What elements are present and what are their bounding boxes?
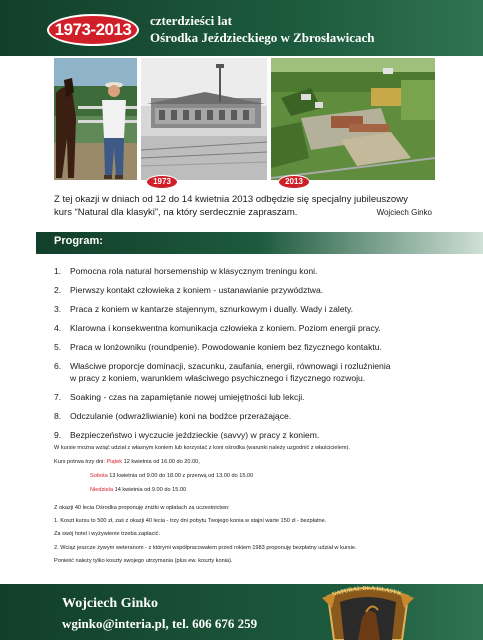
discount-2-note: Ponieść należy tylko koszty swojego utrzymania (plus ew. koszty konia). [54,558,233,564]
program-item-text: Praca z koniem w kantarze stajennym, sznurkowym i dually. Wady i zalety. [70,304,354,314]
program-item-number: 8. [54,411,62,421]
natural-dla-klasyki-logo [318,578,418,640]
logo-text: NATURAL DLA KLASYK [331,585,403,599]
program-item-text: Odczulanie (odwrażliwianie) koni na bodźce przerażające. [70,411,292,421]
year-badge-1973: 1973 [146,175,178,189]
program-item-number: 6. [54,361,62,371]
discount-2: 2. Wciąż jeszcze żywym weteranom - z którymi współpracowałem przed rokiem 1983 proponuję bezpłatny udział w kursie. [54,545,357,551]
year-badge-2013: 2013 [278,175,310,189]
program-item-text: Pomocna rola natural horsemenship w klasycznym treningu koni. [70,266,318,276]
program-item-text: Właściwe proporcje dominacji, szacunku, zaufania, energii, równowagi i rozluźnienia [70,361,391,371]
intro-signature: Wojciech Ginko [376,208,432,217]
day3-name: Niedziela [90,487,114,493]
program-item-text-continued: w pracy z koniem, warunkiem właściwego psychicznego i fizycznego rozwoju. [70,373,366,383]
duration-day2 [90,472,470,480]
photo-strip [54,58,435,180]
program-item-text: Pierwszy kontakt człowieka z koniem - ustanawianie przywództwa. [70,285,324,295]
program-item-number: 2. [54,285,62,295]
participation-note: W kursie można wziąć udział z własnym koniem lub korzystać z koni ośrodka (warunki należy uzgodnić z właścicielem). [54,445,350,451]
day1-name: Piątek [106,459,123,465]
program-item-number: 3. [54,304,62,314]
duration-day3 [90,486,470,494]
intro-line1: Z tej okazji w dniach od 12 do 14 kwietnia 2013 odbędzie się specjalny jubileuszowy [54,194,408,205]
intro-paragraph [54,193,444,219]
footer-name: Wojciech Ginko [62,596,159,611]
program-item-number: 1. [54,266,62,276]
program-item-number: 7. [54,392,62,402]
photo-man-with-horse [54,58,137,180]
program-item-number: 5. [54,342,62,352]
photo-2013-aerial [271,58,435,180]
discount-1-note: Za swój hotel i wyżywienie trzeba zapłacić. [54,531,161,537]
discount-1: 1. Koszt kursu to 500 zł, zaś z okazji 40 lecia - trzy dni pobytu Twojego konia w stajni warte 150 zł - bezpłatne. [54,518,327,524]
header-title-line2: Ośrodka Jeździeckiego w Zbrosławicach [150,30,375,45]
program-band [36,232,483,254]
program-item-text: Soaking - czas na zapamiętanie nowej umiejętności lub lekcji. [70,392,305,402]
header-title [150,12,375,46]
intro-line2: kurs “Natural dla klasyki”, na który serdecznie zapraszam. [54,207,298,218]
footer-contact: wginko@interia.pl, tel. 606 676 259 [62,616,258,631]
duration-prefix: Kurs potrwa trzy dni: [54,459,105,465]
program-item-text: Klarowna i konsekwentna komunikacja człowieka z koniem. Poziom energii pracy. [70,323,381,333]
day3-time: 14 kwietnia od 9.00 do 15.00 [114,487,187,493]
discount-intro: Z okazji 40 lecia Ośrodka proponuję zniżki w opłatach za uczestnictwo: [54,505,230,511]
program-item-text: Praca w lonżowniku (roundpenie). Powodowanie koniem bez fizycznego kontaktu. [70,342,382,352]
day1-time: 12 kwietnia od 16.00 do 20.00, [123,459,200,465]
day2-name: Sobota [90,473,108,479]
duration-day1 [54,458,434,466]
anniversary-years-badge: 1973-2013 [47,14,139,46]
program-item-text: Bezpieczeństwo i wyczucie jeździeckie (savvy) w pracy z koniem. [70,430,320,440]
day2-time: 13 kwietnia od 9.00 do 18.00 z przerwą od 13.00 do 15.00 [109,473,254,479]
program-item-number: 9. [54,430,62,440]
header-title-line1: czterdzieści lat [150,13,232,28]
program-title: Program: [54,235,103,247]
photo-1973-arena [141,58,267,180]
program-item-number: 4. [54,323,62,333]
